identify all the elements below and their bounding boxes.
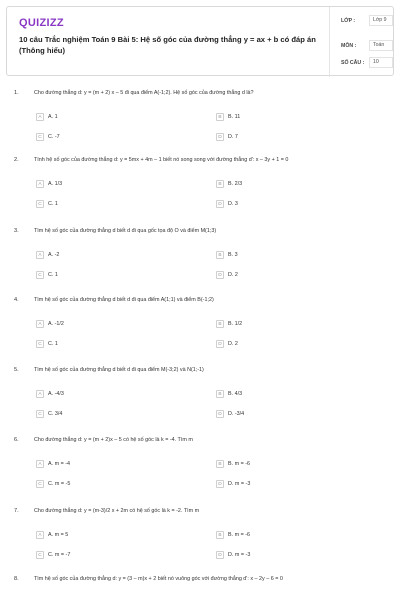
answer-option-a[interactable] (36, 389, 64, 399)
option-text: A. -4/3 (48, 391, 64, 397)
option-letter-box: C (36, 551, 44, 559)
option-letter-box: D (216, 480, 224, 488)
subject-value: Toán (369, 40, 393, 51)
answer-option-c[interactable] (36, 479, 70, 489)
option-letter-box: A (36, 320, 44, 328)
question-text: Cho đường thẳng d: y = (m + 2) x – 5 đi qua điểm A(-1;2). Hệ số góc của đường thẳng d là? (34, 90, 254, 96)
answer-option-a[interactable] (36, 459, 70, 469)
option-letter-box: B (216, 180, 224, 188)
question-count-label: SỐ CÂU : (341, 60, 365, 66)
option-letter-box: C (36, 410, 44, 418)
option-letter-box: A (36, 251, 44, 259)
answer-option-b[interactable] (216, 530, 250, 540)
question-text: Tìm hệ số góc của đường thẳng d: y = (3 – m)x + 2 biết nó vuông góc với đường thẳng d': x – 2y – 6 = 0 (34, 576, 283, 582)
option-letter-box: C (36, 340, 44, 348)
answer-option-a[interactable] (36, 319, 64, 329)
option-text: A. -1/2 (48, 321, 64, 327)
answer-option-d[interactable] (216, 339, 238, 349)
question-text: Tính hệ số góc của đường thẳng d: y = 5mx + 4m – 1 biết nó song song với đường thẳng d': x – 3y + 1 = 0 (34, 157, 289, 163)
option-text: A. 1/3 (48, 181, 63, 187)
option-text: C. m = -7 (48, 552, 71, 558)
answer-option-d[interactable] (216, 550, 250, 560)
option-text: C. -7 (48, 134, 60, 140)
answer-option-b[interactable] (216, 112, 240, 122)
option-letter-box: A (36, 390, 44, 398)
worksheet-header (6, 6, 394, 76)
option-letter-box: C (36, 271, 44, 279)
answer-option-b[interactable] (216, 389, 242, 399)
option-letter-box: A (36, 180, 44, 188)
class-value: Lớp 9 (369, 15, 393, 26)
answer-option-b[interactable] (216, 319, 242, 329)
option-text: B. m = -6 (228, 532, 251, 538)
answer-option-c[interactable] (36, 132, 60, 142)
option-letter-box: D (216, 271, 224, 279)
answer-option-d[interactable] (216, 409, 244, 419)
option-letter-box: C (36, 200, 44, 208)
answer-option-c[interactable] (36, 199, 58, 209)
option-text: D. 7 (228, 134, 238, 140)
option-text: B. 2/3 (228, 181, 243, 187)
option-letter-box: B (216, 251, 224, 259)
option-letter-box: B (216, 320, 224, 328)
option-text: D. 2 (228, 272, 238, 278)
answer-option-b[interactable] (216, 459, 250, 469)
answer-option-a[interactable] (36, 112, 58, 122)
option-text: D. 2 (228, 341, 238, 347)
option-letter-box: A (36, 531, 44, 539)
question-text: Cho đường thẳng d: y = (m + 2)x – 5 có hệ số góc là k = -4. Tìm m (34, 437, 193, 443)
answer-option-a[interactable] (36, 530, 68, 540)
option-text: B. 4/3 (228, 391, 243, 397)
question-count-value: 10 (369, 57, 393, 68)
option-text: B. 11 (228, 114, 241, 120)
option-text: D. -3/4 (228, 411, 245, 417)
answer-option-d[interactable] (216, 479, 250, 489)
option-letter-box: C (36, 133, 44, 141)
answer-option-b[interactable] (216, 179, 242, 189)
option-letter-box: B (216, 460, 224, 468)
answer-option-a[interactable] (36, 179, 62, 189)
option-text: C. 1 (48, 201, 58, 207)
answer-option-d[interactable] (216, 270, 238, 280)
option-text: B. 1/2 (228, 321, 243, 327)
question-number: 6. (14, 437, 19, 443)
option-letter-box: A (36, 113, 44, 121)
option-text: A. -2 (48, 252, 60, 258)
meta-divider (329, 7, 330, 77)
option-letter-box: C (36, 480, 44, 488)
question-number: 8. (14, 576, 19, 582)
answer-option-a[interactable] (36, 250, 59, 260)
option-text: A. m = -4 (48, 461, 71, 467)
subject-label: MÔN : (341, 43, 357, 49)
answer-option-c[interactable] (36, 409, 62, 419)
option-text: C. 1 (48, 341, 58, 347)
option-letter-box: D (216, 410, 224, 418)
option-text: A. m = 5 (48, 532, 69, 538)
option-text: C. m = -5 (48, 481, 71, 487)
answer-option-d[interactable] (216, 199, 238, 209)
class-label: LỚP : (341, 18, 356, 24)
answer-option-c[interactable] (36, 550, 70, 560)
question-text: Tìm hệ số góc của đường thẳng d biết d đi qua điểm M(-3;2) và N(1;-1) (34, 367, 204, 373)
option-letter-box: B (216, 113, 224, 121)
answer-option-d[interactable] (216, 132, 238, 142)
question-number: 3. (14, 228, 19, 234)
question-number: 7. (14, 508, 19, 514)
option-text: B. 3 (228, 252, 238, 258)
option-text: D. m = -3 (228, 552, 251, 558)
option-letter-box: B (216, 390, 224, 398)
worksheet-title: 10 câu Trắc nghiệm Toán 9 Bài 5: Hệ số góc của đường thẳng y = ax + b có đáp án (Thông hiểu) (19, 35, 316, 55)
question-number: 1. (14, 90, 19, 96)
answer-option-c[interactable] (36, 270, 58, 280)
question-number: 4. (14, 297, 19, 303)
option-letter-box: D (216, 551, 224, 559)
option-letter-box: A (36, 460, 44, 468)
option-text: D. 3 (228, 201, 238, 207)
question-text: Tìm hệ số góc của đường thẳng d biết d đi qua điểm A(1;1) và điểm B(-1;2) (34, 297, 214, 303)
option-text: D. m = -3 (228, 481, 251, 487)
answer-option-c[interactable] (36, 339, 58, 349)
question-number: 5. (14, 367, 19, 373)
option-text: A. 1 (48, 114, 58, 120)
answer-option-b[interactable] (216, 250, 238, 260)
option-letter-box: D (216, 340, 224, 348)
question-text: Tìm hệ số góc của đường thẳng d biết d đi qua gốc tọa độ O và điểm M(1;3) (34, 228, 217, 234)
option-text: C. 3/4 (48, 411, 63, 417)
option-letter-box: D (216, 200, 224, 208)
question-text: Cho đường thẳng d: y = (m-3)/2 x + 2m có hệ số góc là k = -2. Tìm m (34, 508, 200, 514)
option-letter-box: D (216, 133, 224, 141)
option-letter-box: B (216, 531, 224, 539)
option-text: B. m = -6 (228, 461, 251, 467)
option-text: C. 1 (48, 272, 58, 278)
quizizz-logo: QUIZIZZ (19, 17, 64, 29)
question-number: 2. (14, 157, 19, 163)
